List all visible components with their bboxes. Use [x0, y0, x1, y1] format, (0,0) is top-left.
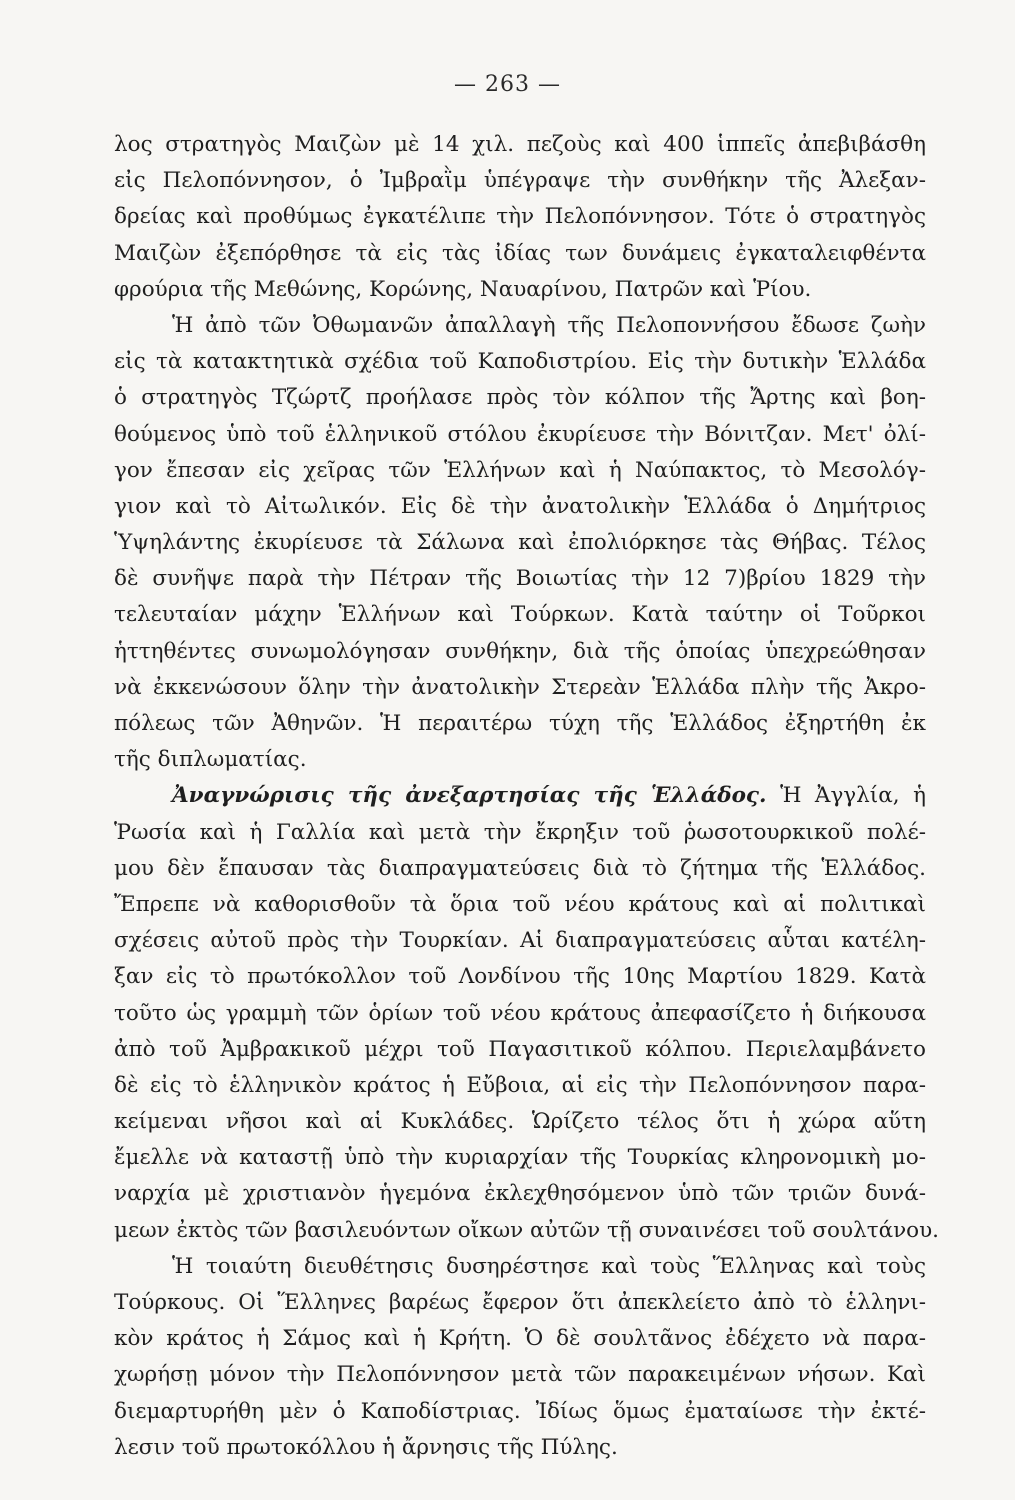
text-line: ναρχία μὲ χριστιανὸν ἡγεμόνα ἐκλεχθησόμενον ὑπὸ τῶν τριῶν δυνά- [114, 1181, 926, 1207]
text-line: δρείας καὶ προθύμως ἐγκατέλιπε τὴν Πελοπόννησον. Τότε ὁ στρατηγὸς [114, 204, 926, 230]
text-line: φρούρια τῆς Μεθώνης, Κορώνης, Ναυαρίνου, Πατρῶν καὶ Ῥίου. [114, 276, 812, 302]
paragraph-4 [114, 1249, 926, 1466]
paragraph-1 [114, 127, 926, 308]
text-line: λεσιν τοῦ πρωτοκόλλου ἡ ἄρνησις τῆς Πύλης. [114, 1434, 618, 1460]
text-line: λος στρατηγὸς Μαιζὼν μὲ 14 χιλ. πεζοὺς καὶ 400 ἱππεῖς ἀπεβιβάσθη [114, 132, 926, 157]
text-line: Ἡ τοιαύτη διευθέτησις δυσηρέστησε καὶ τοὺς Ἕλληνας καὶ τοὺς [172, 1253, 926, 1279]
text-line: δὲ εἰς τὸ ἑλληνικὸν κράτος ἡ Εὔβοια, αἱ εἰς τὴν Πελοπόννησον παρα- [114, 1072, 926, 1098]
text-line: Τούρκους. Οἱ Ἕλληνες βαρέως ἔφερον ὅτι ἀπεκλείετο ἀπὸ τὸ ἑλληνι- [114, 1290, 926, 1315]
text-line [114, 778, 926, 814]
text-line: ἡττηθέντες συνωμολόγησαν συνθήκην, διὰ τῆς ὁποίας ὑπεχρεώθησαν [114, 638, 926, 664]
text-line: νὰ ἐκκενώσουν ὅλην τὴν ἀνατολικὴν Στερεὰν Ἑλλάδα πλὴν τῆς Ἀκρο- [114, 674, 926, 700]
text-line: θούμενος ὑπὸ τοῦ ἑλληνικοῦ στόλου ἐκυρίευσε τὴν Βόνιτζαν. Μετ' ὀλί- [114, 421, 926, 447]
paragraph-3 [114, 778, 940, 1248]
text-line: πόλεως τῶν Ἀθηνῶν. Ἡ περαιτέρω τύχη τῆς Ἑλλάδος ἐξηρτήθη ἐκ [114, 711, 926, 736]
text-line: Ἡ ἀπὸ τῶν Ὀθωμανῶν ἀπαλλαγὴ τῆς Πελοποννήσου ἔδωσε ζωὴν [172, 312, 926, 338]
text-line: Ἔπρεπε νὰ καθορισθοῦν τὰ ὅρια τοῦ νέου κράτους καὶ αἱ πολιτικαὶ [114, 891, 926, 917]
text-line: γον ἔπεσαν εἰς χεῖρας τῶν Ἑλλήνων καὶ ἡ Ναύπακτος, τὸ Μεσολόγ- [114, 457, 926, 483]
paragraph-2 [114, 308, 926, 778]
text-line: Μαιζὼν ἐξεπόρθησε τὰ εἰς τὰς ἰδίας των δυνάμεις ἐγκαταλειφθέντα [114, 240, 926, 266]
text-line: σχέσεις αὐτοῦ πρὸς τὴν Τουρκίαν. Αἱ διαπραγματεύσεις αὗται κατέλη- [114, 928, 926, 954]
text-line: δὲ συνῆψε παρὰ τὴν Πέτραν τῆς Βοιωτίας τὴν 12 7)βρίου 1829 τὴν [114, 566, 926, 592]
text-line: μεων ἐκτὸς τῶν βασιλευόντων οἴκων αὐτῶν τῇ συναινέσει τοῦ σουλτάνου. [114, 1217, 940, 1243]
text-line: τῆς διπλωματίας. [114, 747, 307, 773]
text-line: ὁ στρατηγὸς Τζώρτζ προήλασε πρὸς τὸν κόλπον τῆς Ἄρτης καὶ βοη- [114, 385, 926, 411]
text-line: εἰς Πελοπόννησον, ὁ Ἰμβραῒμ ὑπέγραψε τὴν συνθήκην τῆς Ἀλεξαν- [114, 168, 926, 194]
text-line: μου δὲν ἔπαυσαν τὰς διαπραγματεύσεις διὰ τὸ ζήτημα τῆς Ἑλλάδος. [114, 855, 926, 881]
page-number: — 263 — [454, 72, 561, 97]
text-line: ξαν εἰς τὸ πρωτόκολλον τοῦ Λονδίνου τῆς 10ης Μαρτίου 1829. Κατὰ [114, 964, 926, 990]
text-line: ἀπὸ τοῦ Ἀμβρακικοῦ μέχρι τοῦ Παγασιτικοῦ κόλπου. Περιελαμβάνετο [114, 1036, 926, 1062]
text-line: ἔμελλε νὰ καταστῇ ὑπὸ τὴν κυριαρχίαν τῆς Τουρκίας κληρονομικὴ μο- [114, 1145, 926, 1171]
text-line: γιον καὶ τὸ Αἰτωλικόν. Εἰς δὲ τὴν ἀνατολικὴν Ἑλλάδα ὁ Δημήτριος [114, 493, 926, 519]
text-line: κείμεναι νῆσοι καὶ αἱ Κυκλάδες. Ὡρίζετο τέλος ὅτι ἡ χώρα αὕτη [114, 1109, 926, 1135]
text-line: εἰς τὰ κατακτητικὰ σχέδια τοῦ Καποδιστρίου. Εἰς τὴν δυτικὴν Ἑλλάδα [114, 349, 926, 375]
text-line: κὸν κράτος ἡ Σάμος καὶ ἡ Κρήτη. Ὁ δὲ σουλτᾶνος ἐδέχετο νὰ παρα- [114, 1326, 926, 1352]
text-line: Ῥωσία καὶ ἡ Γαλλία καὶ μετὰ τὴν ἔκρηξιν τοῦ ῥωσοτουρκικοῦ πολέ- [114, 819, 926, 845]
text-line: διεμαρτυρήθη μὲν ὁ Καποδίστριας. Ἰδίως ὅμως ἐματαίωσε τὴν ἐκτέ- [114, 1398, 926, 1424]
heading-line-continuation: Ἡ Ἀγγλία, ἡ [780, 783, 926, 809]
text-body [114, 127, 940, 1466]
text-line: τοῦτο ὡς γραμμὴ τῶν ὁρίων τοῦ νέου κράτους ἀπεφασίζετο ἡ διήκουσα [114, 1000, 926, 1026]
text-line: χωρήσῃ μόνον τὴν Πελοπόννησον μετὰ τῶν παρακειμένων νήσων. Καὶ [114, 1362, 926, 1388]
section-heading: Ἀναγνώρισις τῆς ἀνεξαρτησίας τῆς Ἑλλάδος. [172, 783, 767, 809]
text-line: Ὑψηλάντης ἐκυρίευσε τὰ Σάλωνα καὶ ἐπολιόρκησε τὰς Θήβας. Τέλος [114, 530, 926, 556]
text-line: τελευταίαν μάχην Ἑλλήνων καὶ Τούρκων. Κατὰ ταύτην οἱ Τοῦρκοι [114, 602, 926, 628]
